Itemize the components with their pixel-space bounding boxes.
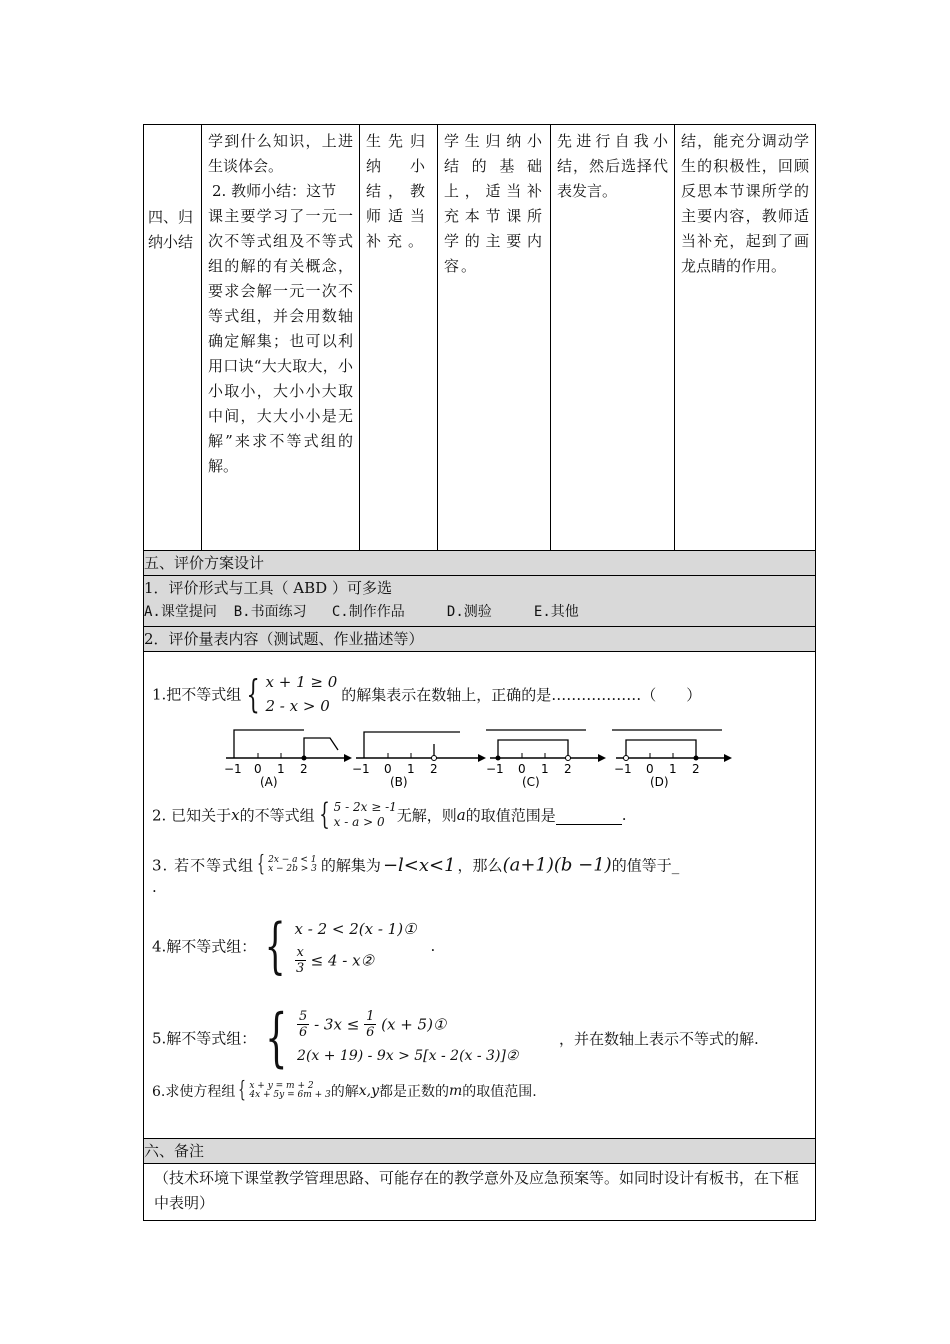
content-cell <box>202 125 360 551</box>
c-tick-n1: −1 <box>486 762 504 776</box>
q4-line2 <box>295 945 417 976</box>
d-tick-1: 1 <box>669 762 677 776</box>
questions-cell <box>144 652 816 1139</box>
content-item2-text: 课主要学习了一元一次不等式组及不等式组的解的有关概念，要求会解一元一次不等式组，并会用数轴确定解集；也可以利用口诀“大大取大，小小取小，大小小大取中间，大大小小是无解”来求不等式组的解。 <box>208 207 353 475</box>
b-tick-n1: −1 <box>352 762 370 776</box>
a-tick-n1: −1 <box>224 762 242 776</box>
intent-text: 结，能充分调动学生的积极性，回顾反思本节课所学的主要内容，教师适当补充，起到了画龙点睛的作用。 <box>681 132 809 275</box>
q3-range: −l<x<1 <box>382 854 456 876</box>
q2-line2: x - a > 0 <box>333 815 385 829</box>
q6-mid: 都是正数的 <box>379 1084 450 1100</box>
q5-line2: 2(x + 19) - 9x > 5[x - 2(x - 3)]② <box>297 1047 519 1064</box>
option-a: A.课堂提问 <box>144 604 217 620</box>
lesson-plan-page <box>143 124 815 1221</box>
q6-end: 的取值范围. <box>462 1084 537 1100</box>
q6-var: m <box>449 1083 463 1099</box>
q3-sys-line1: 2x − a < 1 <box>268 855 317 865</box>
q5-suffix: ，并在数轴上表示不等式的解. <box>559 1029 759 1048</box>
q5-line1-mid: - 3x ≤ <box>314 1015 360 1033</box>
q2-blank <box>556 806 622 825</box>
q4-brace: { <box>264 911 286 981</box>
student-activity-cell <box>438 125 551 551</box>
number-line-a <box>224 730 352 788</box>
q1-system <box>266 670 338 718</box>
q5-line1 <box>297 1009 527 1040</box>
q2-var: x <box>231 806 240 824</box>
number-line-c <box>486 730 606 788</box>
section5-item1-row <box>144 576 816 627</box>
q2-suffix: 无解，则 <box>396 806 457 825</box>
b-tick-1: 1 <box>407 762 415 776</box>
content-item2-label: 2. 教师小结：这节 <box>212 182 337 200</box>
q6-system <box>249 1082 330 1100</box>
section6-title: 六、备注 <box>144 1139 816 1164</box>
q2-var2: a <box>456 806 466 824</box>
questions-row <box>144 652 816 1139</box>
method-text: 先进行自我小结，然后选择代表发言。 <box>557 132 668 200</box>
q6-prefix: 6.求使方程组 <box>152 1084 236 1100</box>
q4-system <box>295 917 417 976</box>
q2-prefix: 2. 已知关于 <box>152 806 232 825</box>
section6-title-row <box>144 1139 816 1164</box>
q1-suffix: 的解集表示在数轴上，正确的是………………（ ） <box>341 685 702 704</box>
q4-tail: . <box>430 937 436 955</box>
number-line-d <box>612 730 732 788</box>
q5-frac2 <box>364 1009 376 1040</box>
c-label: (C) <box>522 775 540 788</box>
option-b: B.书面练习 <box>233 604 307 620</box>
q4-line1: x - 2 < 2(x - 1)① <box>294 919 417 938</box>
q6-vars: x,y <box>358 1083 380 1099</box>
intent-cell <box>675 125 816 551</box>
q1-number-lines <box>220 726 740 788</box>
section5-item2: 2．评价量表内容（测试题、作业描述等） <box>144 627 816 652</box>
content-intro: 学到什么知识，上进生谈体会。 <box>208 132 353 175</box>
a-tick-1: 1 <box>277 762 285 776</box>
b-label: (B) <box>390 775 408 788</box>
c-tick-0: 0 <box>518 762 526 776</box>
q4-frac <box>295 945 306 976</box>
c-tick-1: 1 <box>541 762 549 776</box>
section5-item1-cell <box>144 576 816 627</box>
student-activity: 学生归纳小结的基础上，适当补充本节课所学的主要内容。 <box>444 132 544 275</box>
b-tick-0: 0 <box>384 762 392 776</box>
q3-mid: 的解集为 <box>320 856 381 875</box>
q5-frac1-den: 6 <box>299 1024 308 1040</box>
d-tick-0: 0 <box>646 762 654 776</box>
q3-suffix: ，那么 <box>457 856 503 875</box>
a-tick-0: 0 <box>254 762 262 776</box>
q3-prefix: 3. 若不等式组 <box>152 856 255 875</box>
q2-tail: . <box>621 806 627 824</box>
q4-frac-num: x <box>296 944 304 960</box>
b-tick-2: 2 <box>430 762 438 776</box>
teacher-activity-cell <box>360 125 438 551</box>
a-tick-2: 2 <box>300 762 308 776</box>
questions-area <box>144 652 815 1138</box>
q3-system <box>268 856 317 874</box>
q2-system <box>334 800 397 830</box>
q5-prefix: 5.解不等式组： <box>152 1029 257 1048</box>
q4-prefix: 4.解不等式组： <box>152 937 257 956</box>
q3-end: 的值等于_ <box>611 856 680 875</box>
stage-label: 四、归纳小结 <box>148 208 194 251</box>
q5-system <box>297 1009 527 1068</box>
summary-row <box>144 125 816 551</box>
q5-frac2-den: 6 <box>366 1024 375 1040</box>
q3-expr: (a+1)(b −1) <box>502 854 612 876</box>
d-tick-n1: −1 <box>614 762 632 776</box>
option-c: C.制作作品 <box>331 604 405 620</box>
lesson-table <box>143 124 816 1221</box>
q2-line1: 5 - 2x ≥ -1 <box>333 800 397 814</box>
q6-suffix: 的解 <box>330 1084 359 1100</box>
section6-note-row <box>144 1164 816 1221</box>
stage-cell <box>144 125 202 551</box>
section5-item2-row <box>144 627 816 652</box>
option-d: D.测验 <box>446 604 492 620</box>
d-label: (D) <box>650 775 669 788</box>
q1-line1: x + 1 ≥ 0 <box>265 673 338 691</box>
q4-line2-rest: ≤ 4 - x② <box>310 951 375 969</box>
q2-mid: 的不等式组 <box>239 806 315 825</box>
q1-prefix: 1.把不等式组 <box>152 685 242 704</box>
q2-end: 的取值范围是 <box>465 806 556 825</box>
option-e: E.其他 <box>533 604 579 620</box>
content-text <box>202 125 359 483</box>
question-4 <box>152 911 436 981</box>
q1-line2: 2 - x > 0 <box>265 697 330 715</box>
q6-line2: 4x + 5y = 6m + 3 <box>249 1090 331 1100</box>
q5-line1-rest: (x + 5)① <box>381 1015 447 1033</box>
q1-brace: { <box>246 672 261 716</box>
a-label: (A) <box>260 775 278 788</box>
q5-frac1-num: 5 <box>299 1008 308 1024</box>
question-1 <box>152 670 701 718</box>
section6-note: （技术环境下课堂教学管理思路、可能存在的教学意外及应急预案等。如同时设计有板书，在下框中表明） <box>144 1164 816 1221</box>
question-3 <box>152 854 808 896</box>
q6-brace: { <box>238 1078 247 1103</box>
d-tick-2: 2 <box>692 762 700 776</box>
q5-frac2-num: 1 <box>366 1008 375 1024</box>
q3-tail: . <box>152 878 157 896</box>
question-6 <box>152 1080 537 1102</box>
q6-line1: x + y = m + 2 <box>249 1081 314 1091</box>
question-2 <box>152 797 627 832</box>
number-line-b <box>352 732 486 788</box>
q3-sys-line2: x − 2b > 3 <box>268 864 317 874</box>
teacher-activity: 生先归纳小结，教师适当补充。 <box>366 132 431 250</box>
method-cell <box>551 125 675 551</box>
q4-frac-den: 3 <box>296 960 305 976</box>
q3-brace: { <box>257 852 265 877</box>
q5-frac1 <box>297 1009 309 1040</box>
section5-options <box>144 600 815 624</box>
question-5 <box>152 1001 808 1075</box>
q2-brace: { <box>318 797 330 832</box>
c-tick-2: 2 <box>564 762 572 776</box>
section5-item1: 1．评价形式与工具（ ABD ）可多选 <box>144 579 392 597</box>
q5-brace: { <box>265 1001 288 1075</box>
section5-title: 五、评价方案设计 <box>144 551 816 576</box>
section5-title-row <box>144 551 816 576</box>
